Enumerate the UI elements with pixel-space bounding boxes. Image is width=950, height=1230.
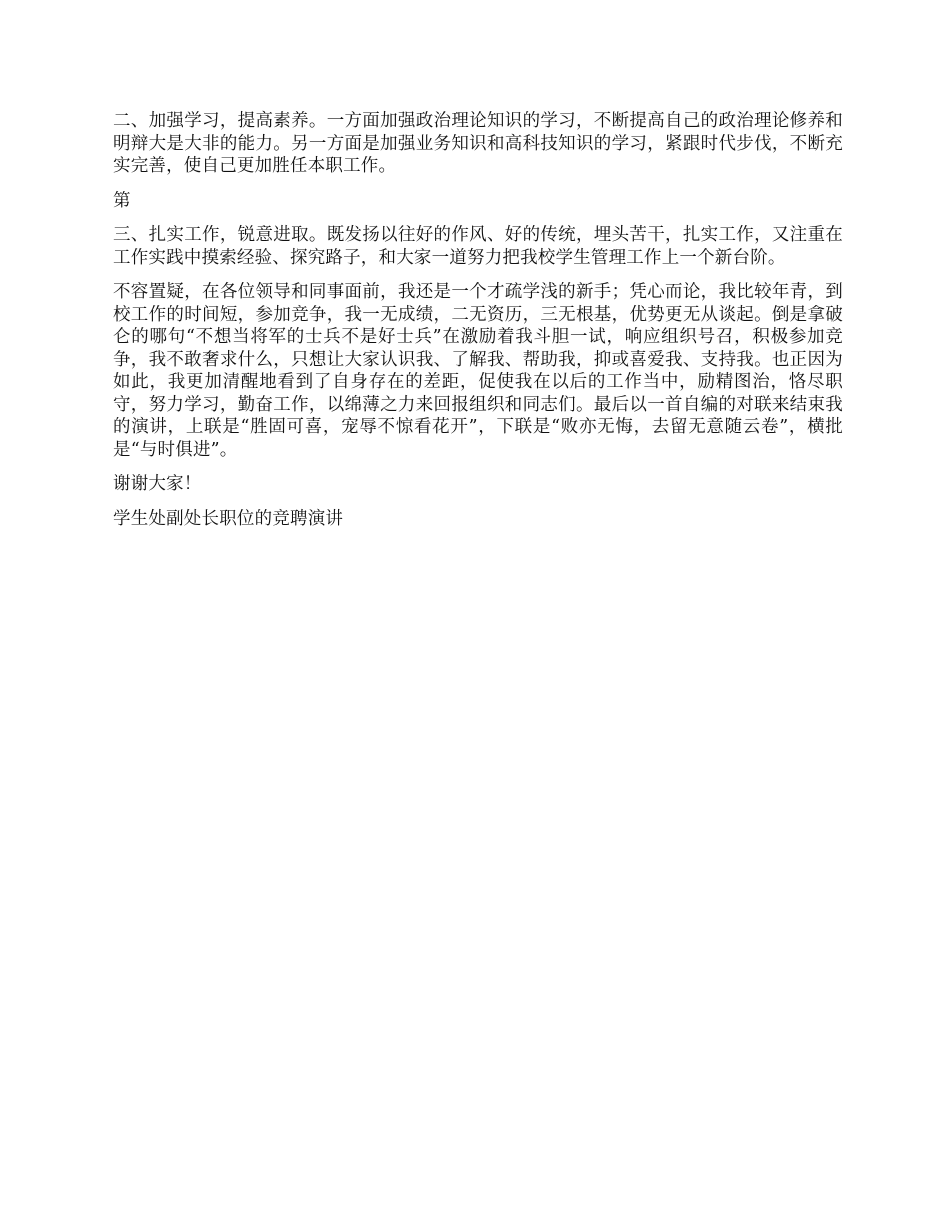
paragraph-fragment: 第 bbox=[113, 190, 131, 211]
paragraph-work: 三、扎实工作，锐意进取。既发扬以往好的作风、好的传统，埋头苦干，扎实工作，又注重在工作实践中摸索经验、探究路子，和大家一道努力把我校学生管理工作上一个新台阶。 bbox=[113, 225, 843, 268]
paragraph-thanks: 谢谢大家！ bbox=[113, 474, 202, 494]
paragraph-study: 二、加强学习，提高素养。一方面加强政治理论知识的学习，不断提高自己的政治理论修养和明辩大是大非的能力。另一方面是加强业务知识和高科技知识的学习，紧跟时代步伐，不断充实完善，使自己更加胜任本职工作。 bbox=[113, 111, 843, 176]
paragraph-title: 学生处副处长职位的竞聘演讲 bbox=[113, 508, 344, 529]
paragraph-closing-remarks: 不容置疑，在各位领导和同事面前，我还是一个才疏学浅的新手；凭心而论，我比较年青，到校工作的时间短，参加竞争，我一无成绩，二无资历，三无根基，优势更无从谈起。倒是拿破仑的哪句“不想当将军的士兵不是好士兵”在激励着我斗胆一试，响应组织号召，积极参加竞争，我不敢奢求什么，只想让大家认识我、了解我、帮助我，抑或喜爱我、支持我。也正因为如此，我更加清醒地看到了自身存在的差距，促使我在以后的工作当中，励精图治，恪尽职守，努力学习，勤奋工作，以绵薄之力来回报组织和同志们。最后以一首自编的对联来结束我的演讲，上联是“胜固可喜，宠辱不惊看花开”，下联是“败亦无悔，去留无意随云卷”，横批是“与时俱进”。 bbox=[113, 282, 843, 460]
document-body bbox=[113, 110, 843, 542]
